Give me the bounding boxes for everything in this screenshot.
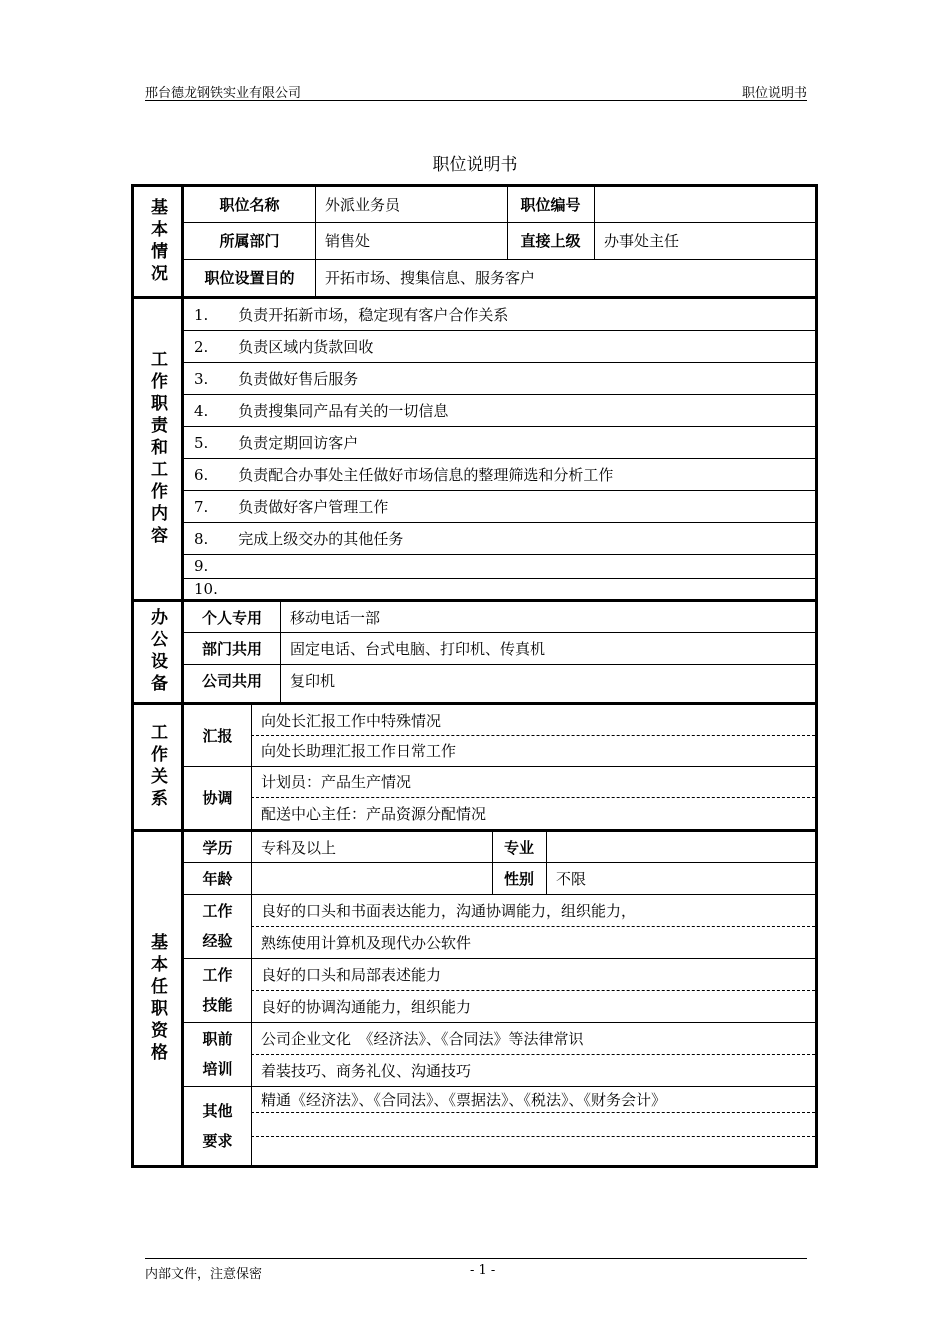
duties-label: 工作职责和工作内容 xyxy=(134,299,184,599)
superior-label: 直接上级 xyxy=(520,232,581,250)
skills-label: 工作 技能 xyxy=(202,966,233,1014)
duty-item: 6. 负责配合办事处主任做好市场信息的整理筛选和分析工作 xyxy=(194,465,614,484)
duties-section xyxy=(134,299,815,599)
major-label: 专业 xyxy=(503,838,534,857)
coord-label: 协调 xyxy=(202,789,233,807)
age-value xyxy=(251,862,492,894)
position-name-value: 外派业务员 xyxy=(325,196,401,214)
job-description-form xyxy=(131,184,818,1168)
header-doc-type: 职位说明书 xyxy=(741,86,807,101)
coord-line-1: 计划员：产品生产情况 xyxy=(261,773,412,791)
experience-label: 工作 经验 xyxy=(202,902,233,950)
equipment-company-label: 公司共用 xyxy=(201,671,262,690)
basic-info-section xyxy=(134,187,815,296)
duty-item: 4. 负责搜集同产品有关的一切信息 xyxy=(194,401,449,420)
page-header xyxy=(145,80,807,101)
report-line-1: 向处长汇报工作中特殊情况 xyxy=(261,711,442,730)
footer-note: 内部文件，注意保密 xyxy=(145,1267,263,1282)
relations-section xyxy=(134,705,815,829)
position-code-value xyxy=(594,187,815,222)
company-name: 邢台德龙钢铁实业有限公司 xyxy=(145,86,302,101)
page-footer xyxy=(145,1258,807,1283)
department-value: 销售处 xyxy=(325,232,371,250)
gender-value: 不限 xyxy=(556,869,587,888)
qualifications-section xyxy=(134,832,815,1165)
equipment-personal-label: 个人专用 xyxy=(201,608,262,627)
page-number: - 1 - xyxy=(470,1263,496,1278)
experience-line-1: 良好的口头和书面表达能力，沟通协调能力，组织能力， xyxy=(261,901,637,920)
duty-item: 5. 负责定期回访客户 xyxy=(194,433,359,452)
duty-item: 1. 负责开拓新市场，稳定现有客户合作关系 xyxy=(194,306,509,324)
other-line-1: 精通《经济法》、《合同法》、《票据法》、《税法》、《财务会计》 xyxy=(261,1090,667,1109)
position-code-label: 职位编号 xyxy=(520,196,581,214)
equipment-department-label: 部门共用 xyxy=(201,639,262,658)
education-value: 专科及以上 xyxy=(261,838,337,857)
equipment-department-value: 固定电话、台式电脑、打印机、传真机 xyxy=(290,639,546,658)
purpose-label: 职位设置目的 xyxy=(204,269,295,287)
relations-label: 工作关系 xyxy=(134,705,184,829)
report-label: 汇报 xyxy=(202,727,233,745)
department-label: 所属部门 xyxy=(219,232,280,250)
report-line-2: 向处长助理汇报工作日常工作 xyxy=(261,742,457,760)
equipment-label: 办公设备 xyxy=(134,602,184,702)
superior-value: 办事处主任 xyxy=(604,232,680,250)
equipment-section xyxy=(134,602,815,702)
training-line-1: 公司企业文化 《经济法》、《合同法》等法律常识 xyxy=(261,1029,584,1048)
equipment-company-value: 复印机 xyxy=(290,671,336,690)
duty-item: 8. 完成上级交办的其他任务 xyxy=(194,529,404,548)
other-label: 其他 要求 xyxy=(202,1101,233,1150)
skills-line-1: 良好的口头和局部表述能力 xyxy=(261,965,442,984)
age-label: 年龄 xyxy=(202,869,233,888)
duty-item: 9. xyxy=(194,557,209,575)
skills-line-2: 良好的协调沟通能力，组织能力 xyxy=(261,997,472,1016)
experience-line-2: 熟练使用计算机及现代办公软件 xyxy=(261,933,472,952)
major-value xyxy=(546,832,815,862)
training-line-2: 着装技巧、商务礼仪、沟通技巧 xyxy=(261,1061,472,1080)
education-label: 学历 xyxy=(202,838,233,857)
duty-item: 7. 负责做好客户管理工作 xyxy=(194,497,389,516)
coord-line-2: 配送中心主任：产品资源分配情况 xyxy=(261,804,487,823)
duty-item: 3. 负责做好售后服务 xyxy=(194,369,359,388)
training-label: 职前 培训 xyxy=(202,1030,233,1078)
qualifications-label: 基本任职资格 xyxy=(134,832,184,1165)
purpose-value: 开拓市场、搜集信息、服务客户 xyxy=(325,269,536,287)
duty-item: 10. xyxy=(194,579,218,598)
page-title: 职位说明书 xyxy=(432,155,518,175)
equipment-personal-value: 移动电话一部 xyxy=(290,608,381,627)
duty-item: 2. 负责区域内货款回收 xyxy=(194,337,374,356)
basic-info-label: 基本情况 xyxy=(134,187,184,296)
gender-label: 性别 xyxy=(503,869,534,888)
position-name-label: 职位名称 xyxy=(219,196,280,214)
